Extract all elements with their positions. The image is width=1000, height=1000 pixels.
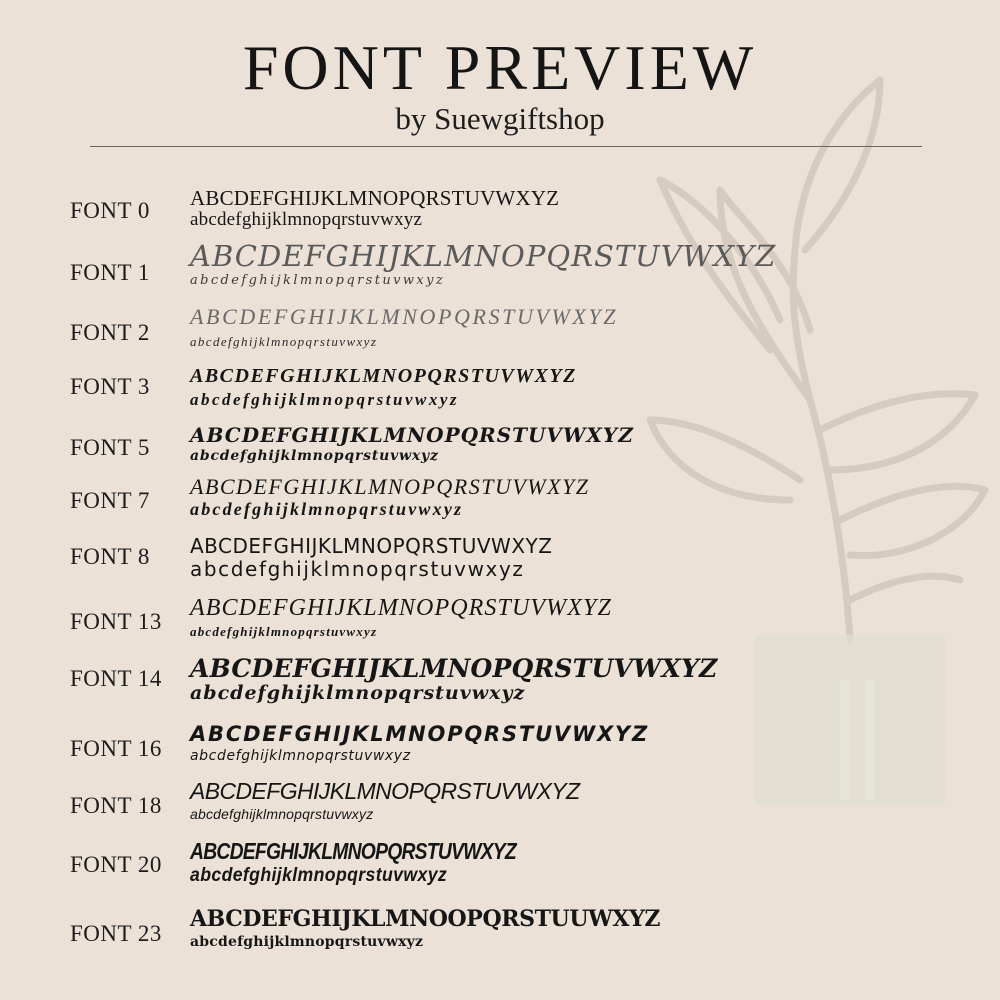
uppercase-sample: ABCDEFGHIJKLMNOPQRSTUVWXYZ xyxy=(190,239,777,273)
uppercase-sample: ABCDEFGHIJKLMNOPQRSTUVWXYZ xyxy=(190,654,718,683)
lowercase-sample: abcdefghijklmnopqrstuvwxyz xyxy=(190,748,411,764)
lowercase-sample: abcdefghijklmnopqrstuvwxyz xyxy=(190,499,464,519)
font-label: FONT 16 xyxy=(70,736,162,761)
font-label: FONT 5 xyxy=(70,435,150,460)
uppercase-sample: ABCDEFGHIJKLMNOPQRSTUVWXYZ xyxy=(190,423,634,447)
uppercase-sample: ABCDEFGHIJKLMNOPQRSTUVWXYZ xyxy=(190,534,553,558)
page-title: FONT PREVIEW xyxy=(242,32,758,103)
uppercase-sample: ABCDEFGHIJKLMNOPQRSTUVWXYZ xyxy=(190,365,577,387)
uppercase-sample: ABCDEFGHIJKLMNOPQRSTUVWXYZ xyxy=(190,722,649,746)
font-label: FONT 1 xyxy=(70,260,150,285)
lowercase-sample: abcdefghijklmnopqrstuvwxyz xyxy=(190,682,526,704)
lowercase-sample: abcdefghijklmnopqrstuvwxyz xyxy=(190,273,446,288)
lowercase-sample: abcdefghijklmnopqrstuvwxyz xyxy=(190,806,374,822)
header-divider xyxy=(90,146,922,147)
uppercase-sample: ABCDEFGHIJKLMNOPQRSTUVWXYZ xyxy=(190,474,590,499)
font-label: FONT 0 xyxy=(70,198,150,223)
lowercase-sample: abcdefghijklmnopqrstuvwxyz xyxy=(190,334,378,349)
lowercase-sample: abcdefghijklmnopqrstuvwxyz xyxy=(190,624,378,639)
lowercase-sample: abcdefghijklmnopqrstuvwxyz xyxy=(190,557,525,581)
font-label: FONT 8 xyxy=(70,544,150,569)
lowercase-sample: abcdefghijklmnopqrstuvwxyz xyxy=(190,865,448,886)
lowercase-sample: abcdefghijklmnopqrstuvwxyz xyxy=(190,209,423,230)
font-label: FONT 23 xyxy=(70,921,162,946)
font-label: FONT 18 xyxy=(70,793,162,818)
uppercase-sample: ABCDEFGHIJKLMNOPQRSTUVWXYZ xyxy=(190,595,612,621)
uppercase-sample: ABCDEFGHIJKLMNOPQRSTUVWXYZ xyxy=(190,186,560,210)
font-label: FONT 2 xyxy=(70,320,150,345)
lowercase-sample: abcdefghijklmnopqrstuvwxyz xyxy=(190,934,424,950)
font-label: FONT 14 xyxy=(70,666,162,691)
uppercase-sample: ABCDEFGHIJKLMNOPQRSTUVWXYZ xyxy=(190,838,516,864)
uppercase-sample: ABCDEFGHIJKLMNOOPQRSTUUWXYZ xyxy=(190,906,661,932)
font-label: FONT 7 xyxy=(70,488,150,513)
lowercase-sample: abcdefghijklmnopqrstuvwxyz xyxy=(190,390,460,409)
uppercase-sample: ABCDEFGHIJKLMNOPQRSTUVWXYZ xyxy=(190,304,619,329)
lowercase-sample: abcdefghijklmnopqrstuvwxyz xyxy=(190,448,439,464)
font-label: FONT 13 xyxy=(70,609,162,634)
font-label: FONT 3 xyxy=(70,374,150,399)
page-subtitle: by Suewgiftshop xyxy=(395,101,605,136)
uppercase-sample: ABCDEFGHIJKLMNOPQRSTUVWXYZ xyxy=(190,778,580,804)
font-label: FONT 20 xyxy=(70,852,162,877)
